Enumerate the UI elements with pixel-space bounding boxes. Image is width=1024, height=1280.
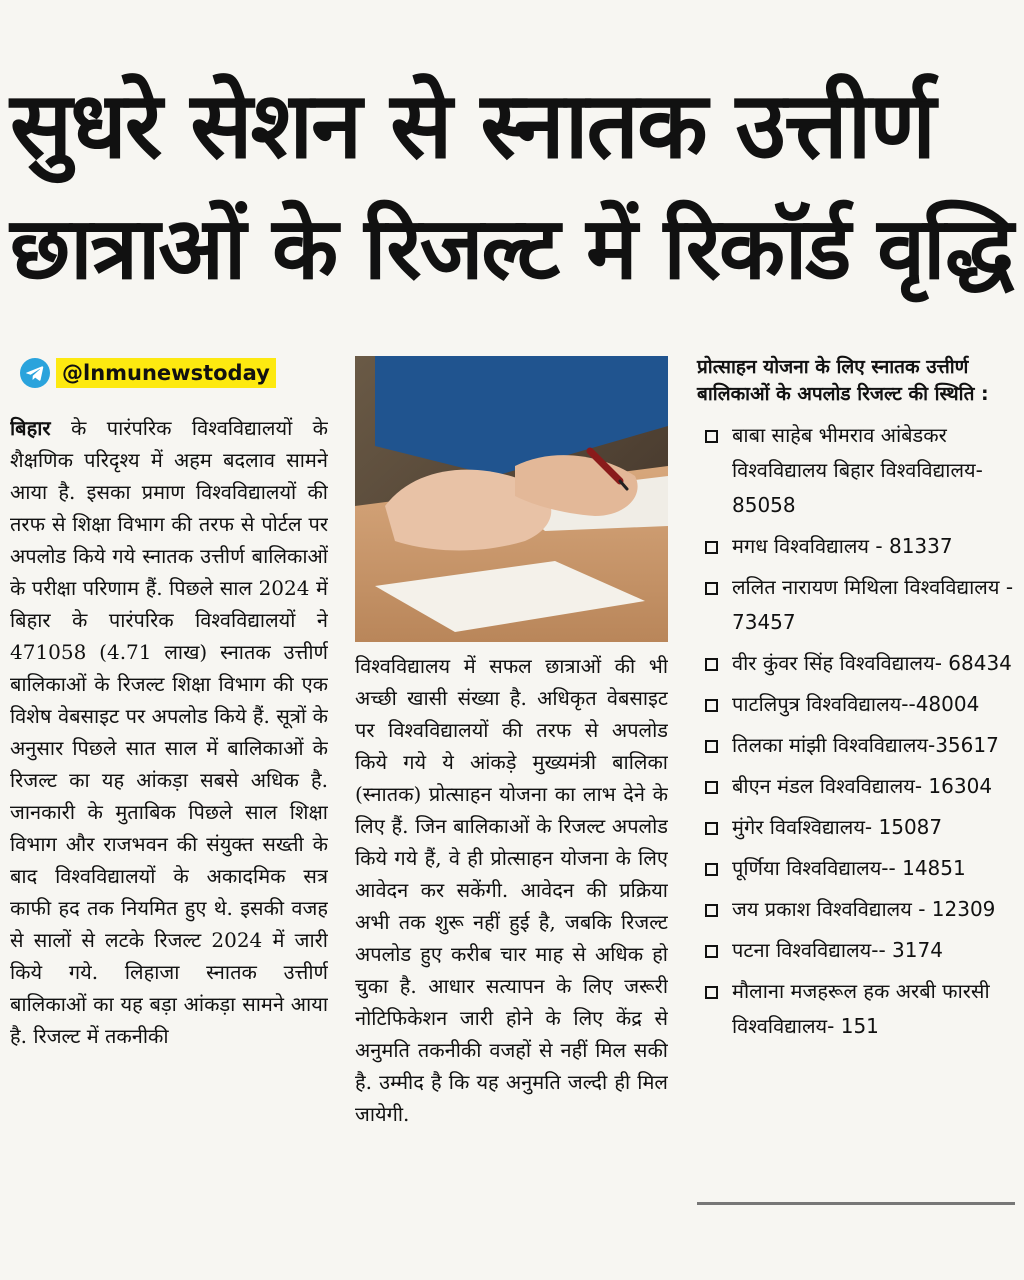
checkbox-icon — [705, 740, 718, 753]
list-item: वीर कुंवर सिंह विश्वविद्यालय- 68434 — [697, 646, 1015, 681]
article-column-1 — [10, 412, 328, 1212]
list-item: तिलका मांझी विश्वविद्यालय-35617 — [697, 728, 1015, 763]
headline — [10, 72, 1014, 299]
exam-photo — [355, 356, 668, 642]
article-col1-text: के पारंपरिक विश्वविद्यालयों के शैक्षणिक परिदृश्य में अहम बदलाव सामने आया है. इसका प्रमाण विश्वविद्यालयों की तरफ से शिक्षा विभाग की तरफ से पोर्टल पर अपलोड किये गये स्नातक उत्तीर्ण बालिकाओं के परीक्षा परिणाम हैं. पिछले साल 2024 में बिहार के पारंपरिक विश्वविद्यालयों ने 471058 (4.71 लाख) स्नातक उत्तीर्ण बालिकाओं के रिजल्ट शिक्षा विभाग की एक विशेष वेबसाइट पर अपलोड किये हैं. सूत्रों के अनुसार पिछले सात साल में बालिकाओं के रिजल्ट का यह आंकड़ा सबसे अधिक है. जानकारी के मुताबिक पिछले साल शिक्षा विभाग और राजभवन की संयुक्त सख्ती के बाद विश्वविद्यालयों के अकादमिक सत्र काफी हद तक नियमित हुए थे. इसकी वजह से सालों से लटके रिजल्ट 2024 में जारी किये गये. लिहाजा स्नातक उत्तीर्ण बालिकाओं का यह बड़ा आंकड़ा सामने आया है. रिजल्ट में तकनीकी — [10, 416, 328, 1048]
checkbox-icon — [705, 582, 718, 595]
list-item: मौलाना मजहरूल हक अरबी फारसी विश्वविद्यालय- 151 — [697, 974, 1015, 1044]
checkbox-icon — [705, 658, 718, 671]
checkbox-icon — [705, 904, 718, 917]
headline-line-2: छात्राओं के रिजल्ट में रिकॉर्ड वृद्धि — [10, 199, 1013, 299]
lead-word: बिहार — [10, 416, 51, 440]
list-item: पटना विश्वविद्यालय-- 3174 — [697, 933, 1015, 968]
list-item: पाटलिपुत्र विश्वविद्यालय--48004 — [697, 687, 1015, 722]
sidebar-bottom-rule — [697, 1202, 1015, 1205]
checkbox-icon — [705, 945, 718, 958]
checkbox-icon — [705, 986, 718, 999]
checkbox-icon — [705, 430, 718, 443]
list-item: मुंगेर विवश्विद्यालय- 15087 — [697, 810, 1015, 845]
results-sidebar — [697, 354, 1015, 1050]
checkbox-icon — [705, 541, 718, 554]
list-item: बाबा साहेब भीमराव आंबेडकर विश्वविद्यालय बिहार विश्वविद्यालय- 85058 — [697, 418, 1015, 523]
social-handle-badge[interactable] — [20, 358, 306, 388]
university-results-list — [697, 418, 1015, 1044]
list-item: जय प्रकाश विश्वविद्यालय - 12309 — [697, 892, 1015, 927]
social-handle: @lnmunewstoday — [56, 358, 276, 388]
checkbox-icon — [705, 781, 718, 794]
checkbox-icon — [705, 699, 718, 712]
checkbox-icon — [705, 863, 718, 876]
list-item: ललित नारायण मिथिला विश्वविद्यालय - 73457 — [697, 570, 1015, 640]
checkbox-icon — [705, 822, 718, 835]
article-column-2: विश्वविद्यालय में सफल छात्राओं की भी अच्छी खासी संख्या है. अधिकृत वेबसाइट पर विश्वविद्यालयों की तरफ से अपलोड किये गये ये आंकड़े मुख्यमंत्री बालिका (स्नातक) प्रोत्साहन योजना का लाभ देने के लिए हैं. जिन बालिकाओं के रिजल्ट अपलोड किये गये हैं, वे ही प्रोत्साहन योजना के लिए आवेदन कर सकेंगी. आवेदन की प्रक्रिया अभी तक शुरू नहीं हुई है, जबकि रिजल्ट अपलोड हुए करीब चार माह से अधिक हो चुका है. आधार सत्यापन के लिए जरूरी नोटिफिकेशन जारी होने के लिए केंद्र से अनुमति तकनीकी वजहों से नहीं मिल सकी है. उम्मीद है कि यह अनुमति जल्दी ही मिल जायेगी. — [355, 654, 668, 1126]
list-item: पूर्णिया विश्वविद्यालय-- 14851 — [697, 851, 1015, 886]
telegram-icon — [20, 358, 50, 388]
sidebar-title: प्रोत्साहन योजना के लिए स्नातक उत्तीर्ण बालिकाओं के अपलोड रिजल्ट की स्थिति : — [697, 356, 989, 405]
list-item: बीएन मंडल विश्वविद्यालय- 16304 — [697, 769, 1015, 804]
headline-line-1: सुधरे सेशन से स्नातक उत्तीर्ण — [10, 72, 934, 179]
list-item: मगध विश्वविद्यालय - 81337 — [697, 529, 1015, 564]
